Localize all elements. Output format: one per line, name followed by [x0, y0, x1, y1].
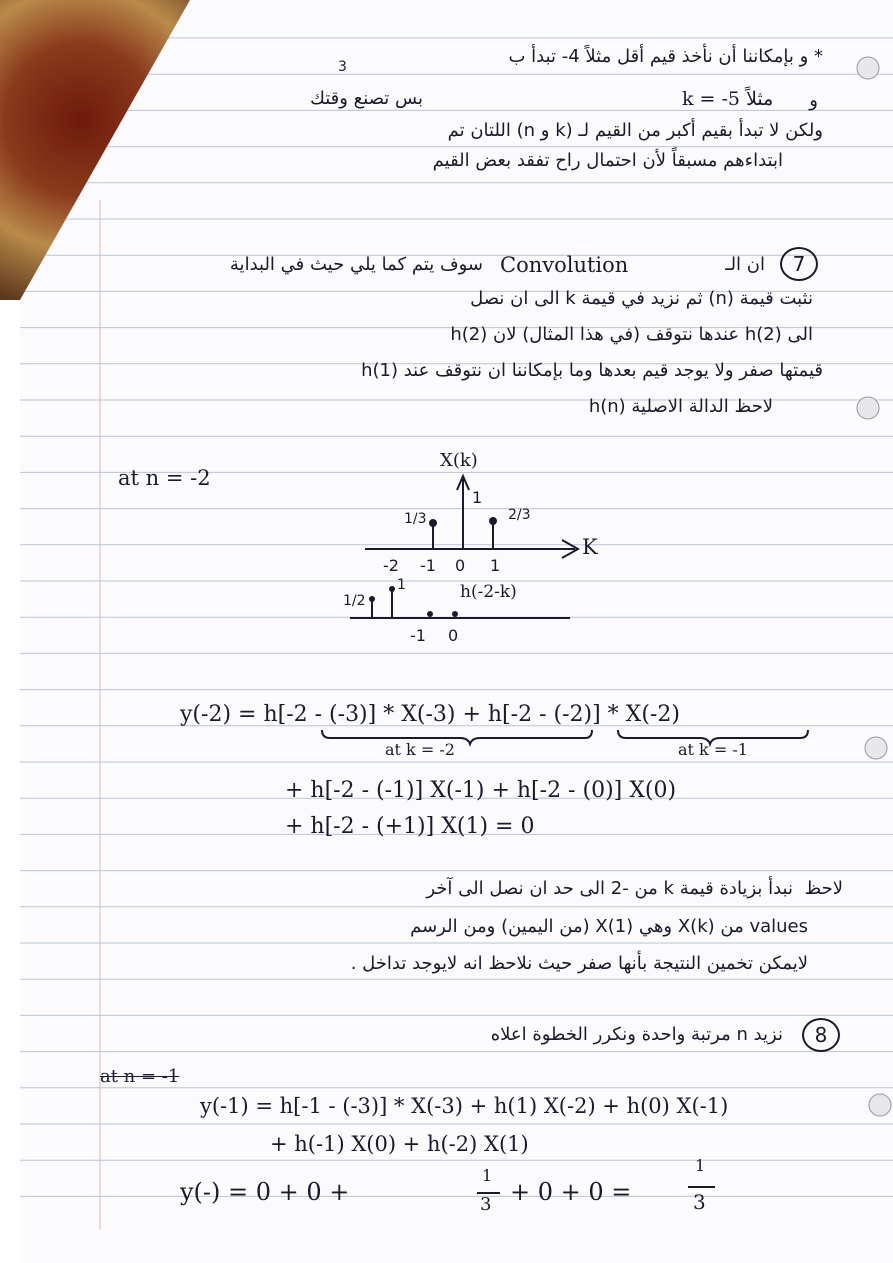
step7-line1c: سوف يتم كما يلي حيث في البداية: [229, 254, 483, 275]
graph-tick: -1: [420, 556, 436, 575]
step7-number: 7: [780, 247, 818, 281]
graph-at-label: at n = -2: [118, 466, 211, 490]
eq2-line3a: y(-) = 0 + 0 +: [180, 1178, 350, 1206]
step7-line4: قيمتها صفر ولا يوجد قيم بعدها وما بإمكاننا ان نتوقف عند h(1): [361, 360, 823, 381]
note-line3: لايمكن تخمين النتيجة بأنها صفر حيث نلاحظ انه لايوجد تداخل .: [350, 953, 808, 974]
eq1-under2: at k = -1: [678, 740, 748, 759]
step7-line1b: Convolution: [500, 253, 629, 277]
graph-h-tick: 0: [448, 626, 459, 645]
eq2-line2: + h(-1) X(0) + h(-2) X(1): [270, 1132, 529, 1156]
eq1-line2: + h[-2 - (-1)] X(-1) + h[-2 - (0)] X(0): [285, 778, 677, 803]
graph-xk-label: X(k): [440, 450, 478, 471]
note-line2: values من X(k) وهي X(1) (من اليمين) ومن الرسم: [410, 916, 808, 937]
graph-h-label: h(-2-k): [460, 582, 517, 602]
step7-line3: الى h(2) عندها نتوقف (في هذا المثال) لان h(2): [450, 324, 813, 345]
eq2-at-label: at n = -1: [100, 1066, 180, 1087]
para1-line2c: و: [809, 90, 818, 111]
para1-line1: * و بإمكاننا أن نأخذ قيم أقل مثلاً 4- تبدأ ب: [508, 46, 823, 67]
para1-line3: ولكن لا تبدأ بقيم أكبر من القيم لـ (k و n) اللتان تم: [447, 120, 823, 141]
para1-line2b: k = -5 مثلاً: [682, 88, 774, 110]
graph-k-label: K: [582, 535, 598, 559]
eq1-line3: + h[-2 - (+1)] X(1) = 0: [285, 814, 535, 839]
eq2-frac-den: 3: [480, 1194, 492, 1215]
eq2-res-num: 1: [695, 1156, 706, 1175]
para1-frac: 3: [338, 59, 347, 75]
eq2-frac-num: 1: [482, 1166, 493, 1185]
graph-tick: 1: [490, 556, 501, 575]
eq2-res-den: 3: [693, 1190, 706, 1214]
graph-h-val-1: 1: [397, 577, 406, 593]
eq1-line1: y(-2) = h[-2 - (-3)] * X(-3) + h[-2 - (-2)] * X(-2): [180, 702, 680, 727]
step8-text: نزيد n مرتبة واحدة ونكرر الخطوة اعلاه: [490, 1024, 783, 1045]
graph-tick: -2: [383, 556, 399, 575]
graph-val-1: 1: [472, 488, 483, 507]
graph-val-third: 1/3: [404, 511, 427, 527]
note-line1: نبدأ بزيادة قيمة k من -2 الى حد ان نصل الى آخر: [426, 878, 793, 899]
step7-line5: لاحظ الدالة الاصلية h(n): [588, 396, 773, 417]
eq1-under1: at k = -2: [385, 740, 455, 759]
step7-line2: نثبت قيمة (n) ثم نزيد في قيمة k الى ان نصل: [470, 288, 813, 309]
graph-h-val-half: 1/2: [343, 593, 366, 609]
eq2-line3b: + 0 + 0 =: [510, 1178, 632, 1206]
graph-val-two-thirds: 2/3: [508, 507, 531, 523]
para1-line4: ابتداءهم مسبقاً لأن احتمال راح تفقد بعض القيم: [432, 150, 783, 171]
note-label: لاحظ: [804, 878, 843, 899]
step8-number: 8: [802, 1018, 840, 1052]
para1-line2a: بس تصنع وقتك: [310, 88, 423, 109]
eq2-line1: y(-1) = h[-1 - (-3)] * X(-3) + h(1) X(-2) + h(0) X(-1): [200, 1094, 729, 1118]
graph-h-tick: -1: [410, 626, 426, 645]
step7-line1a: ان الـ: [725, 254, 765, 275]
graph-tick: 0: [455, 556, 466, 575]
